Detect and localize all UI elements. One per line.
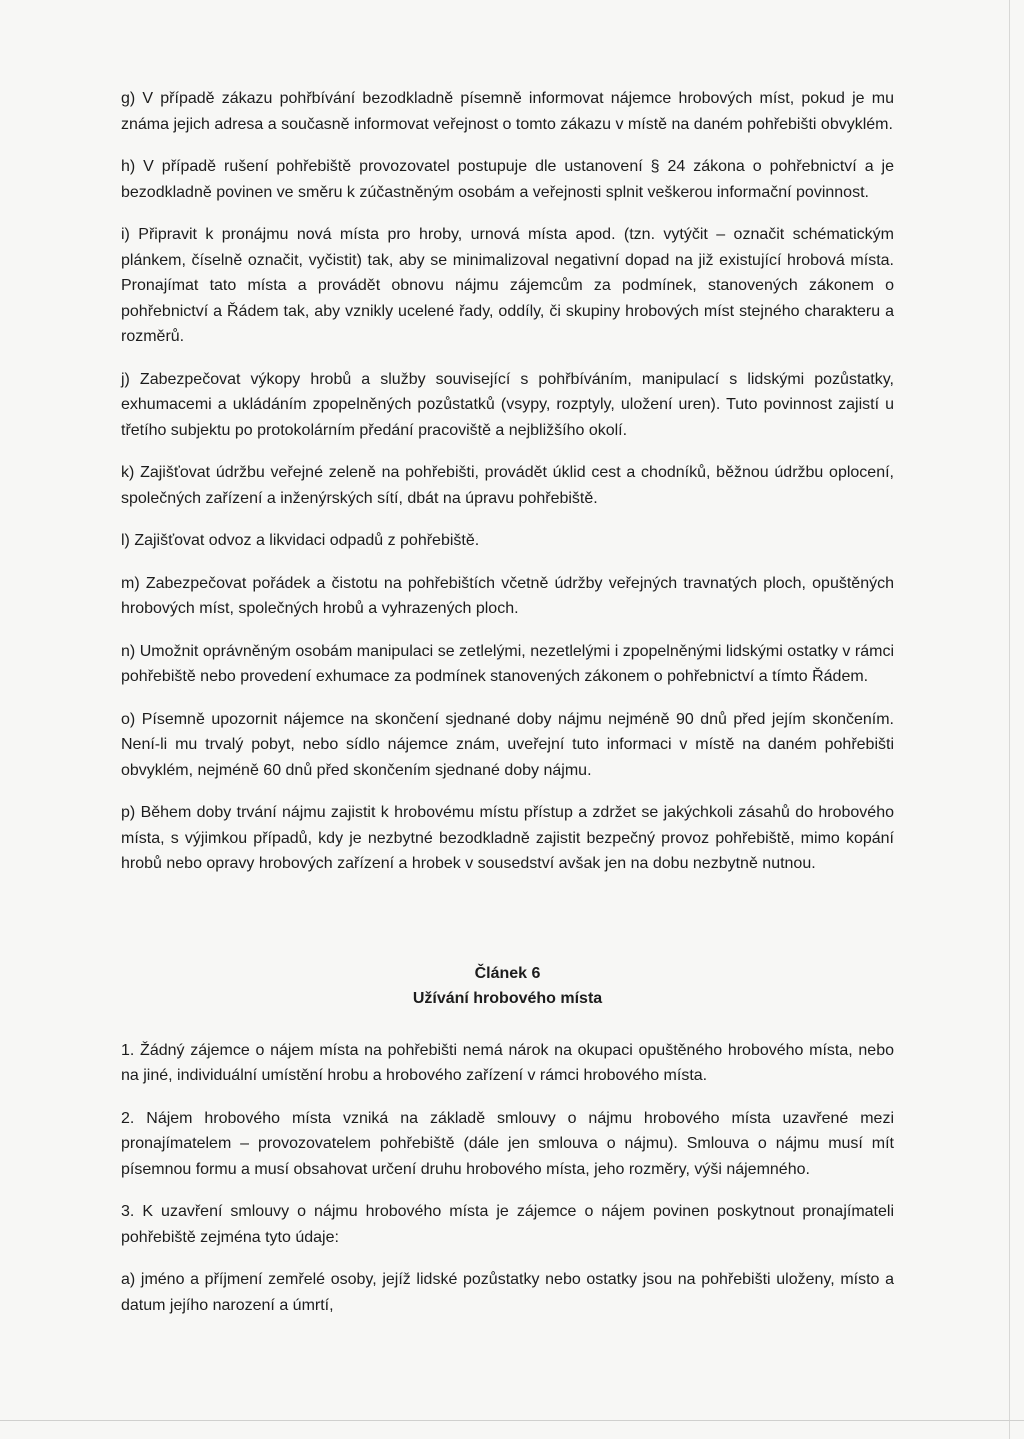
paragraph-3: 3. K uzavření smlouvy o nájmu hrobového místa je zájemce o nájem povinen poskytnout pronajímateli pohřebiště zejména tyto údaje: [121,1203,894,1246]
paragraph-h: h) V případě rušení pohřebiště provozovatel postupuje dle ustanovení § 24 zákona o pohřebnictví a je bezodkladně povinen ve směru k zúčastněným osobám a veřejnosti splnit veškerou informační povinnost. [121,158,894,201]
paragraph-l: l) Zajišťovat odvoz a likvidaci odpadů z pohřebiště. [121,532,480,549]
paragraph-m: m) Zabezpečovat pořádek a čistotu na pohřebištích včetně údržby veřejných travnatých ploch, opuštěných hrobových míst, společných hrobů a vyhrazených ploch. [121,574,894,617]
paragraph-g: g) V případě zákazu pohřbívání bezodkladně písemně informovat nájemce hrobových míst, pokud je mu známa jejich adresa a současně informovat veřejnost o tomto zákazu v místě na daném pohřebišti obvyklém. [121,90,894,133]
page-edge-line [1009,0,1010,1439]
paragraph-p: p) Během doby trvání nájmu zajistit k hrobovému místu přístup a zdržet se jakýchkoli zásahů do hrobového místa, s výjimkou případů, kdy je nezbytné bezodkladně zajistit bezpečný provoz pohřebiště, mimo kopání hrobů nebo opravy hrobových zařízení a hrobek v sousedství avšak jen na dobu nezbytně nutnou. [121,804,894,872]
document-body [121,86,894,1335]
page-bottom-line [0,1420,1024,1421]
paragraph-i: i) Připravit k pronájmu nová místa pro hroby, urnová místa apod. (tzn. vytýčit – označit schématickým plánkem, číselně označit, vyčistit) tak, aby se minimalizoval negativní dopad na již existující hrobová místa. Pronajímat tato místa a provádět obnovu nájmu zájemcům za podmínek, stanovených zákonem o pohřebnictví a Řádem tak, aby vznikly ucelené řady, oddíly, či skupiny hrobových míst stejného charakteru a rozměrů. [121,226,894,345]
paragraph-2: 2. Nájem hrobového místa vzniká na základě smlouvy o nájmu hrobového místa uzavřené mezi pronajímatelem – provozovatelem pohřebiště (dále jen smlouva o nájmu). Smlouva o nájmu musí mít písemnou formu a musí obsahovat určení druhu hrobového místa, jeho rozměry, výši nájemného. [121,1109,894,1178]
article-number: Článek 6 [474,964,541,982]
paragraph-k: k) Zajišťovat údržbu veřejné zeleně na pohřebišti, provádět úklid cest a chodníků, běžnou údržbu oplocení, společných zařízení a inženýrských sítí, dbát na úpravu pohřebiště. [121,464,894,507]
article-title: Užívání hrobového místa [412,990,603,1007]
paragraph-3a: a) jméno a příjmení zemřelé osoby, jejíž lidské pozůstatky nebo ostatky jsou na pohřebišti uloženy, místo a datum jejího narození a úmrtí, [121,1271,894,1314]
article-heading [121,961,894,1012]
paragraph-j: j) Zabezpečovat výkopy hrobů a služby související s pohřbíváním, manipulací s lidskými pozůstatky, exhumacemi a ukládáním zpopelněných pozůstatků (vsypy, rozptyly, uložení uren). Tuto povinnost zajistí u třetího subjektu po protokolárním předání pracoviště a nejbližšího okolí. [121,370,894,439]
paragraph-o: o) Písemně upozornit nájemce na skončení sjednané doby nájmu nejméně 90 dnů před jejím skončením. Není-li mu trvalý pobyt, nebo sídlo nájemce znám, uveřejní tuto informaci v místě na daném pohřebišti obvyklém, nejméně 60 dnů před skončením sjednané doby nájmu. [121,710,894,779]
paragraph-n: n) Umožnit oprávněným osobám manipulaci se zetlelými, nezetlelými i zpopelněnými lidskými ostatky v rámci pohřebiště nebo provedení exhumace za podmínek stanovených zákonem o pohřebnictví a tímto Řádem. [121,642,894,685]
paragraph-1: 1. Žádný zájemce o nájem místa na pohřebišti nemá nárok na okupaci opuštěného hrobového místa, nebo na jiné, individuální umístění hrobu a hrobového zařízení v rámci hrobového místa. [121,1041,894,1084]
